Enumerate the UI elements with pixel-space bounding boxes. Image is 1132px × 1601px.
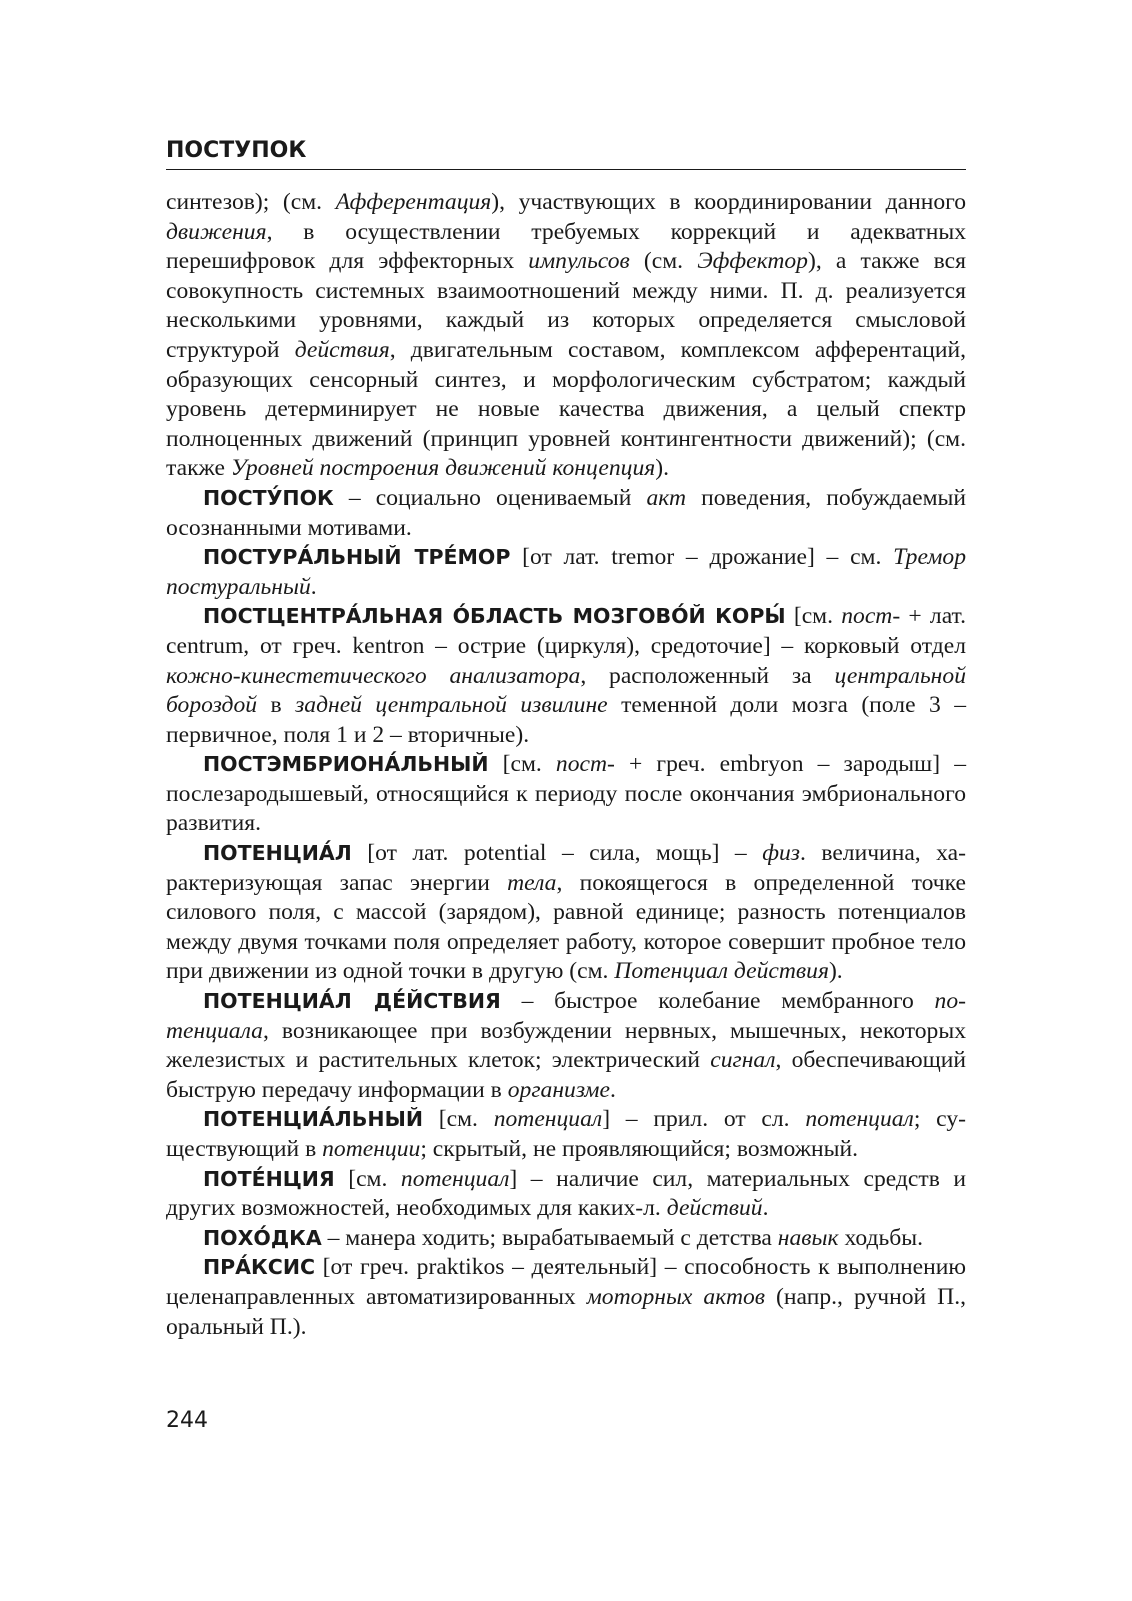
cross-reference-term: Уровней построения движений концепция [230, 455, 656, 482]
entry-text: (см. [629, 248, 698, 275]
entry-text: . [609, 1076, 616, 1103]
entry-text: – социально оцениваемый [333, 484, 647, 511]
entry-text: [от лат. tremor – дрожание] – см. [510, 544, 894, 571]
dictionary-page [166, 0, 966, 1601]
entry-text: + лат. centrum, от греч. kentron – острие (циркуля), средоточие] – корковый отдел [166, 603, 966, 659]
cross-reference-term: центральной бороздой [166, 662, 966, 719]
dictionary-entry [166, 987, 966, 1105]
cross-reference-term: потенциала [166, 988, 966, 1044]
entry-text: , обеспечивающий быструю передачу информации в [166, 1047, 966, 1103]
entry-text: – манера ходить; вырабатываемый с детства [321, 1224, 778, 1251]
entry-continuation [166, 188, 966, 484]
entry-text: поведения, побуждаемый осознанными мотивами. [166, 484, 966, 541]
entry-headword: ПОТЕНЦИА́Л [203, 841, 352, 866]
page-number: 244 [166, 1408, 208, 1433]
cross-reference-term: пост- [841, 603, 901, 630]
cross-reference-term: задней центральной извилине [295, 692, 608, 719]
entry-headword: ПОСТУ́ПОК [203, 485, 334, 510]
entry-text: – быстрое колебание мембранного [500, 988, 935, 1015]
dictionary-entry [166, 1253, 966, 1342]
cross-reference-term: организме [507, 1076, 610, 1103]
entry-text: . [762, 1195, 769, 1222]
cross-reference-term: Эффектор [697, 248, 808, 275]
entry-text: ] – прил. от сл. [602, 1106, 806, 1133]
entry-text: ), участвующих в координировании данного [491, 189, 967, 215]
cross-reference-term: действия [294, 336, 390, 363]
entry-text: , двигательным составом, комплексом афферентаций, образующих сенсорный синтез, и морфологическим субстратом; каждый уровень детерминирует не новые качества движения, а целый спектр полноценных движений (принцип уровней контингентности движений); (см. также [166, 336, 966, 482]
entry-text: , покоящегося в определенной точке силового поля, с массой (зарядом), равной единице; разность потенциалов между двумя точками поля определяет работу, которое совершит пробное тело при движении из одной точки в другую (см. [166, 869, 966, 985]
entry-headword: ПОХО́ДКА [203, 1225, 322, 1250]
entry-text: + греч. embryon – зародыш] – послезародышевый, относящийся к периоду после окончания эмбрионального развития. [166, 751, 966, 837]
entry-text: ] – наличие сил, материальных средств и других возможностей, необходимых для каких-л. [166, 1165, 966, 1222]
dictionary-entry [166, 484, 966, 543]
cross-reference-term: потенции [322, 1136, 421, 1162]
entry-text: ; существующий в [166, 1106, 966, 1162]
entry-text: ), а также вся совокупность системных взаимоотношений между ними. П. д. реализуется несколькими уровнями, каждый из которых определяется смысловой структурой [166, 248, 966, 363]
entry-text: . величина, характеризующая запас энергии [166, 840, 966, 896]
entry-headword: ПОТЕ́НЦИЯ [203, 1166, 335, 1191]
running-head: ПОСТУПОК [166, 133, 966, 170]
cross-reference-term: импульсов [528, 248, 630, 275]
cross-reference-term: потенциал [400, 1165, 510, 1192]
entry-text: [от лат. potential – сила, мощь] – [351, 840, 763, 867]
entry-text: ). [828, 958, 843, 985]
entry-text: теменной доли мозга (поле 3 – первичное, поля 1 и 2 – вторичные). [166, 692, 966, 748]
cross-reference-term: Афферентация [335, 189, 492, 215]
dictionary-entry [166, 1105, 966, 1164]
entry-headword: ПОТЕНЦИА́Л ДЕ́ЙСТВИЯ [203, 989, 501, 1014]
entry-headword: ПОСТЦЕНТРА́ЛЬНАЯ О́БЛАСТЬ МОЗГОВО́Й КОРЫ́ [203, 604, 786, 629]
dictionary-entry [166, 839, 966, 987]
entry-text: [см. [785, 603, 842, 630]
cross-reference-term: потенциал [805, 1106, 914, 1133]
entry-headword: ПОСТУРА́ЛЬНЫЙ ТРЕ́МОР [203, 545, 511, 570]
entry-text: , расположенный за [580, 662, 835, 689]
dictionary-entry [166, 1165, 966, 1224]
cross-reference-term: Тремор постуральный [166, 544, 967, 600]
cross-reference-term: моторных актов [586, 1283, 766, 1310]
entry-text: , возникающее при возбуждении нервных, мышечных, некоторых железистых и растительных клеток; электрический [166, 1017, 966, 1074]
entry-text: ; скрытый, не проявляющийся; возможный. [420, 1136, 859, 1162]
cross-reference-term: пост- [555, 751, 615, 778]
entry-text: , в осуществлении требуемых коррекций и адекватных перешифровок для эффекторных [166, 218, 966, 275]
cross-reference-term: навык [777, 1224, 839, 1251]
cross-reference-term: Потенциал действия [614, 958, 829, 985]
entry-text: (напр., ручной П., оральный П.). [166, 1283, 967, 1340]
cross-reference-term: действий [666, 1195, 763, 1222]
entry-text: ). [655, 455, 669, 482]
entry-text: [см. [488, 751, 556, 778]
entry-text: [от греч. praktikos – деятельный] – способность к выполнению целенаправленных автоматизированных [166, 1254, 966, 1310]
entry-text: [см. [334, 1165, 401, 1192]
entry-text: ходьбы. [838, 1224, 923, 1251]
dictionary-entry [166, 543, 966, 602]
entry-headword: ПОТЕНЦИА́ЛЬНЫЙ [203, 1107, 423, 1132]
dictionary-entry [166, 602, 966, 750]
cross-reference-term: тела [507, 869, 557, 896]
cross-reference-term: сигнал [710, 1047, 776, 1074]
dictionary-body [166, 188, 966, 1342]
entry-text: в [257, 692, 296, 719]
dictionary-entry [166, 750, 966, 839]
cross-reference-term: кожно-кинестетического анализатора [166, 662, 581, 689]
entry-headword: ПРА́КСИС [203, 1255, 316, 1280]
entry-headword: ПОСТЭМБРИОНА́ЛЬНЫЙ [203, 752, 489, 777]
dictionary-entry [166, 1224, 966, 1254]
cross-reference-term: акт [646, 484, 687, 511]
cross-reference-term: движения [166, 218, 267, 245]
cross-reference-term: потенциал [493, 1106, 603, 1133]
entry-text: [см. [422, 1106, 494, 1133]
entry-text: синтезов); (см. [166, 189, 336, 215]
entry-text: . [310, 573, 317, 600]
cross-reference-term: физ [762, 840, 800, 867]
